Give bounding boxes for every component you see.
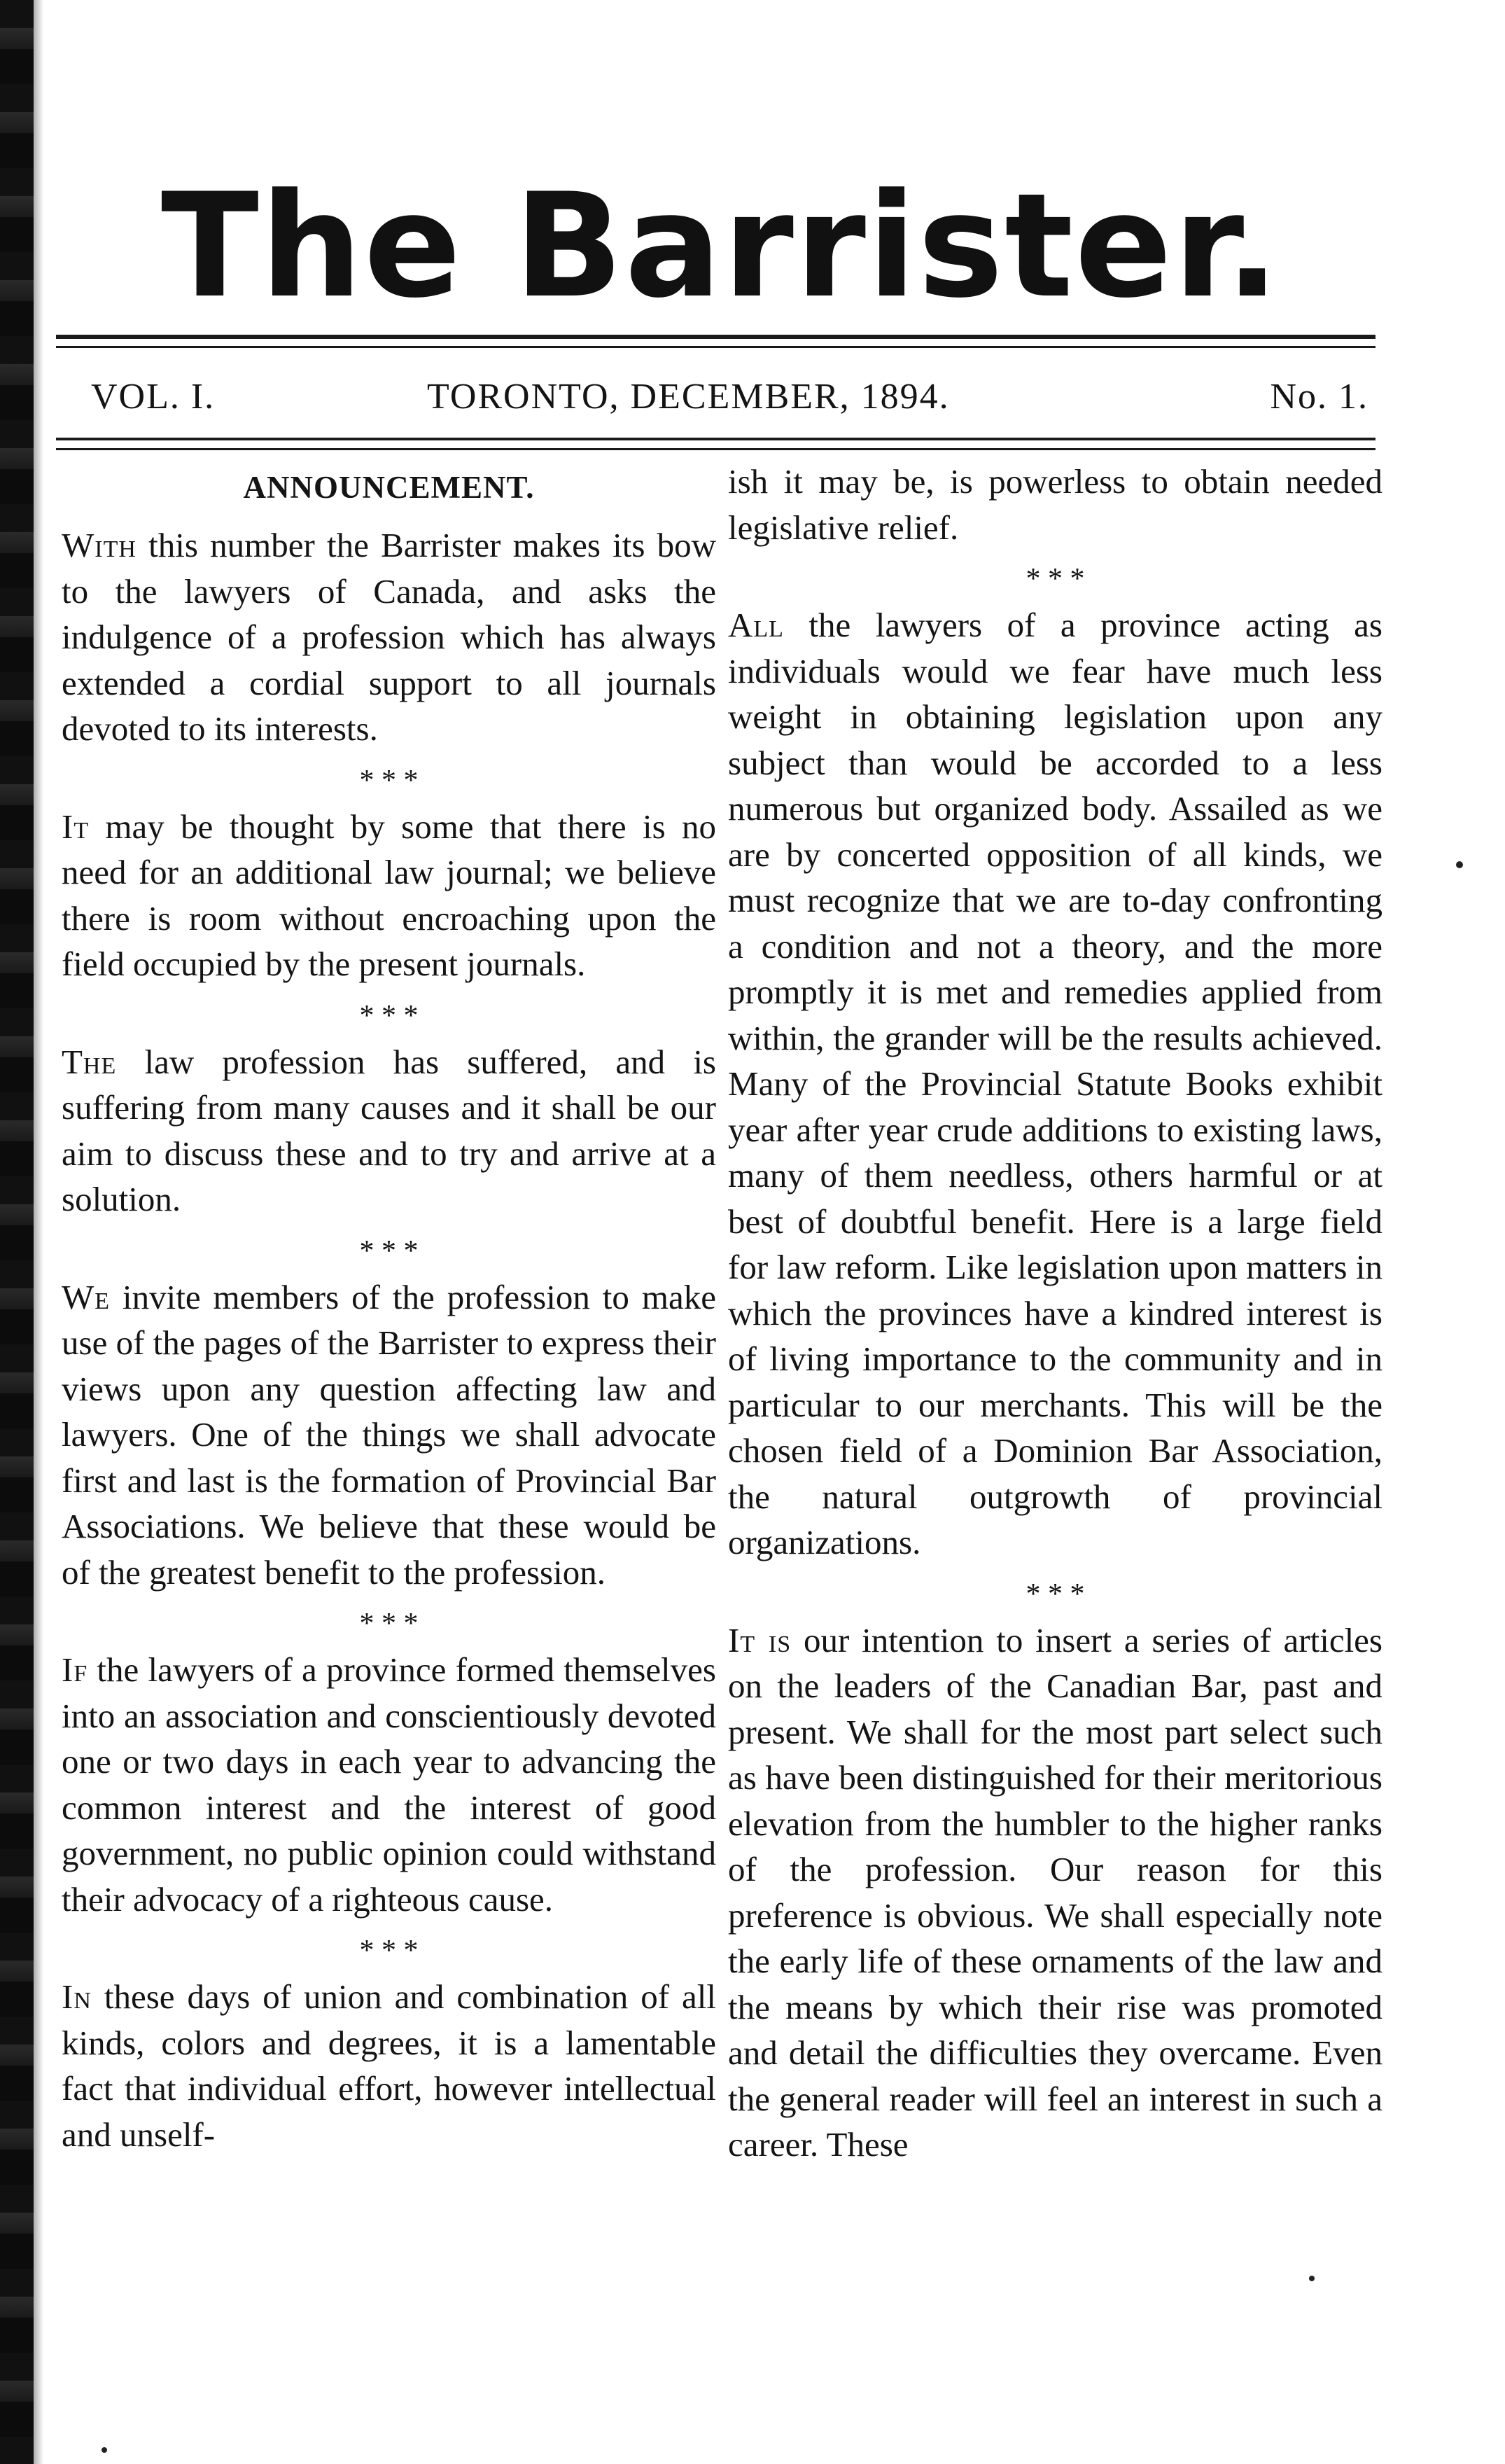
paragraph-text: these days of union and combination of all kinds, colors and degrees, it is a lamentable fact that individual effort, however intellectual and unself- xyxy=(62,1977,716,2154)
paragraph xyxy=(62,522,716,752)
print-speck xyxy=(102,2447,107,2453)
paragraph xyxy=(62,1039,716,1223)
paragraph xyxy=(728,602,1382,1566)
masthead-rule-upper xyxy=(56,335,1376,339)
asterism-separator: * * * xyxy=(359,1935,419,1967)
paragraph-lead: All xyxy=(728,606,784,644)
paragraph xyxy=(728,1617,1382,2168)
paragraph xyxy=(62,804,716,987)
asterism-separator: * * * xyxy=(1026,1578,1085,1610)
masthead-rule-upper-thin xyxy=(56,346,1376,348)
binding-edge xyxy=(0,0,34,2464)
paragraph-text: law profession has suffered, and is suffering from many causes and it shall be our aim to discuss these and to try and arrive at a solution. xyxy=(62,1042,716,1218)
paragraph-text: the lawyers of a province acting as individuals would we fear have much less weight in obtaining legislation upon any subject than would be accorded to a less numerous but organized body. Assailed as we are by concerted opposition of all kinds, we must recognize that we are to-day confronting a condition and not a theory, and the more promptly it is met and remedies applied from within, the grander will be the results achieved. Many of the Provincial Statute Books exhibit year after year crude additions to existing laws, many of them needless, others harmful or at best of doubtful benefit. Here is a large field for law reform. Like legislation upon matters in which the provinces have a kindred interest is of living importance to the community and in particular to our merchants. This will be the chosen field of a Dominion Bar Association, the natural outgrowth of provincial organizations. xyxy=(728,606,1382,1561)
paragraph-text: this number the Barrister makes its bow to the lawyers of Canada, and asks the indulgence of a profession which has always extended a cordial support to all journals devoted to its interests. xyxy=(62,526,716,748)
paragraph xyxy=(62,1274,716,1596)
volume-label: VOL. I. xyxy=(91,377,216,417)
paragraph-lead: With xyxy=(62,526,136,564)
paragraph xyxy=(62,1974,716,2157)
asterism-separator: * * * xyxy=(1026,563,1085,595)
paragraph xyxy=(728,459,1382,550)
paragraph-lead: It is xyxy=(728,1620,792,1659)
place-date-label: TORONTO, DECEMBER, 1894. xyxy=(427,377,950,417)
asterism-separator: * * * xyxy=(359,999,419,1032)
paragraph-lead: We xyxy=(62,1277,111,1316)
paragraph xyxy=(62,1647,716,1922)
section-title: ANNOUNCEMENT. xyxy=(243,470,535,505)
asterism-separator: * * * xyxy=(359,1608,419,1640)
right-column xyxy=(728,459,1382,2168)
paragraph-text: our intention to insert a series of articles on the leaders of the Canadian Bar, past and present. We shall for the most part select such as have been distinguished for their meritorious elevation from the humbler to the higher ranks of the profession. Our reason for this preference is obvious. We shall especially note the early life of these ornaments of the law and the means by which their rise was promoted and detail the difficulties they overcame. Even the general reader will feel an interest in such a career. These xyxy=(728,1620,1382,2164)
paragraph-lead: In xyxy=(62,1977,92,2016)
print-speck xyxy=(1309,2276,1315,2281)
issue-number-label: No. 1. xyxy=(1270,377,1368,417)
print-speck xyxy=(1456,861,1463,868)
dateline-rule xyxy=(56,438,1376,440)
asterism-separator: * * * xyxy=(359,1234,419,1267)
masthead-title: The Barrister. xyxy=(160,163,1282,330)
paragraph-text: may be thought by some that there is no need for an additional law journal; we believe there is room without encroaching upon the field occupied by the present journals. xyxy=(62,807,716,983)
dateline-rule-thin xyxy=(56,448,1376,450)
left-column xyxy=(62,459,716,2157)
paragraph-text: the lawyers of a province formed themselves into an association and conscientiously devoted one or two days in each year to advancing the common interest and the interest of good government, no public opinion could withstand their advocacy of a righteous cause. xyxy=(62,1650,716,1919)
paragraph-lead: If xyxy=(62,1650,88,1689)
paragraph-text: invite members of the profession to make use of the pages of the Barrister to express their views upon any question affecting law and lawyers. One of the things we shall advocate first and last is the formation of Provincial Bar Associations. We believe that these would be of the greatest benefit to the profession. xyxy=(62,1277,716,1592)
dateline xyxy=(84,373,1368,422)
asterism-separator: * * * xyxy=(359,764,419,797)
paragraph-lead: It xyxy=(62,807,90,846)
paragraph-lead: The xyxy=(62,1042,117,1081)
binding-shadow xyxy=(34,0,43,2464)
paragraph-text: ish it may be, is powerless to obtain needed legislative relief. xyxy=(728,462,1382,547)
